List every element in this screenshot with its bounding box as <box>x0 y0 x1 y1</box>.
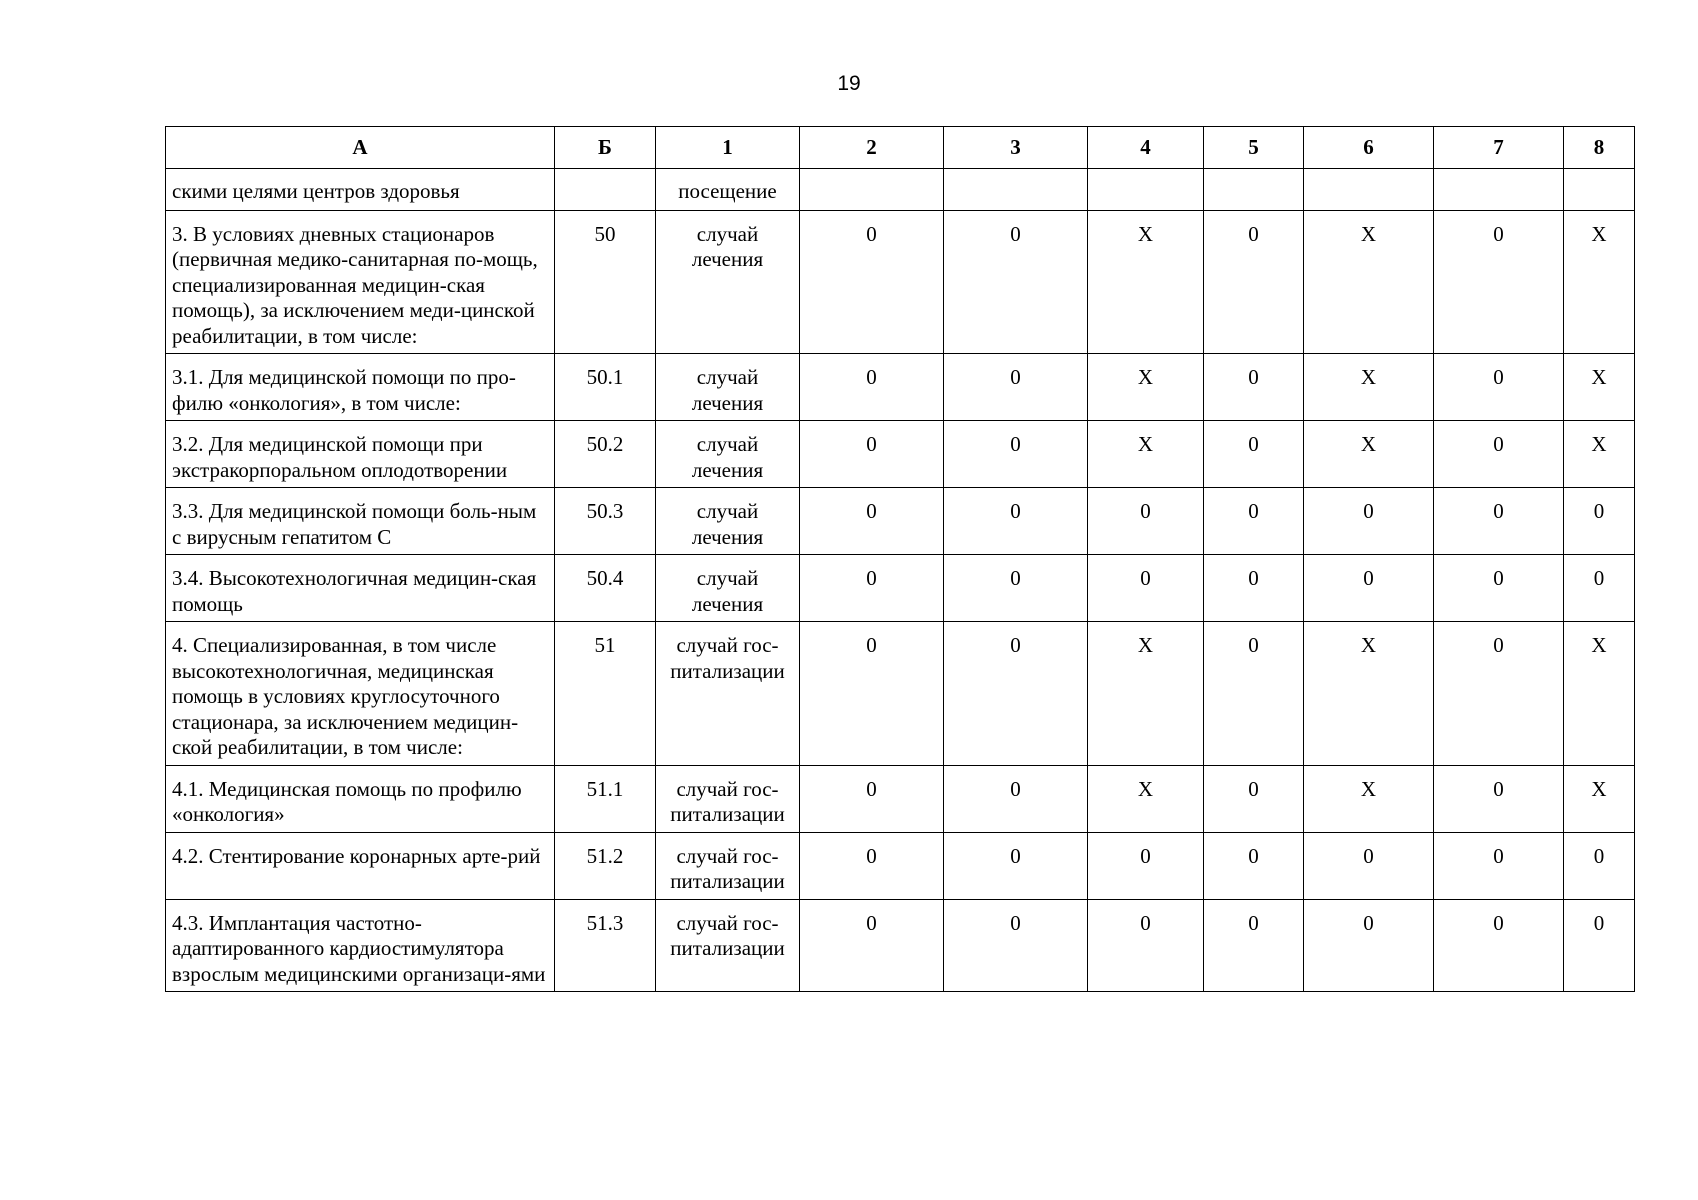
row-code-cell: 51.3 <box>555 899 656 992</box>
row-name-cell: 4. Специализированная, в том числе высокотехнологичная, медицинская помощь в условиях круглосуточного стационара, за исключением медицин-ской реабилитации, в том числе: <box>166 622 555 766</box>
row-name-cell: 3.4. Высокотехнологичная медицин-ская помощь <box>166 555 555 622</box>
row-value-cell-5: 0 <box>1204 899 1304 992</box>
row-value-cell-6: X <box>1304 210 1434 354</box>
row-value-cell-6: X <box>1304 421 1434 488</box>
header-cell-a: А <box>166 127 555 169</box>
header-cell-2: 2 <box>800 127 944 169</box>
row-unit-cell: случай гос-питализации <box>656 765 800 832</box>
row-value-cell-4: 0 <box>1088 488 1204 555</box>
row-value-cell-6: 0 <box>1304 488 1434 555</box>
row-value-cell-3 <box>944 169 1088 211</box>
row-value-cell-2: 0 <box>800 210 944 354</box>
row-name-cell: 3.1. Для медицинской помощи по про-филю «онкология», в том числе: <box>166 354 555 421</box>
row-value-cell-7: 0 <box>1434 421 1564 488</box>
row-unit-cell: случай гос-питализации <box>656 622 800 766</box>
row-code-cell: 51.2 <box>555 832 656 899</box>
row-name-cell: 4.2. Стентирование коронарных арте-рий <box>166 832 555 899</box>
row-value-cell-7: 0 <box>1434 622 1564 766</box>
header-cell-1: 1 <box>656 127 800 169</box>
table-row <box>166 488 1635 555</box>
row-value-cell-3: 0 <box>944 832 1088 899</box>
row-code-cell: 51 <box>555 622 656 766</box>
row-value-cell-7: 0 <box>1434 210 1564 354</box>
row-value-cell-3: 0 <box>944 354 1088 421</box>
row-value-cell-6: 0 <box>1304 832 1434 899</box>
row-value-cell-3: 0 <box>944 488 1088 555</box>
row-code-cell: 50.3 <box>555 488 656 555</box>
row-name-cell: 3. В условиях дневных стационаров (первичная медико-санитарная по-мощь, специализированная медицин-ская помощь), за исключением меди-цинской реабилитации, в том числе: <box>166 210 555 354</box>
row-value-cell-2: 0 <box>800 488 944 555</box>
row-value-cell-6: X <box>1304 765 1434 832</box>
row-value-cell-5 <box>1204 169 1304 211</box>
row-value-cell-7: 0 <box>1434 488 1564 555</box>
row-value-cell-5: 0 <box>1204 622 1304 766</box>
row-code-cell: 50.4 <box>555 555 656 622</box>
row-value-cell-7 <box>1434 169 1564 211</box>
header-cell-4: 4 <box>1088 127 1204 169</box>
row-unit-cell: посещение <box>656 169 800 211</box>
row-value-cell-3: 0 <box>944 765 1088 832</box>
row-code-cell <box>555 169 656 211</box>
row-value-cell-5: 0 <box>1204 488 1304 555</box>
row-name-cell: 3.2. Для медицинской помощи при экстракорпоральном оплодотворении <box>166 421 555 488</box>
table-row <box>166 354 1635 421</box>
row-value-cell-2: 0 <box>800 765 944 832</box>
row-value-cell-8: X <box>1564 765 1635 832</box>
row-unit-cell: случай лечения <box>656 488 800 555</box>
header-row <box>166 127 1635 169</box>
row-name-cell: скими целями центров здоровья <box>166 169 555 211</box>
row-value-cell-2: 0 <box>800 421 944 488</box>
row-value-cell-8 <box>1564 169 1635 211</box>
row-name-cell: 4.3. Имплантация частотно-адаптированного кардиостимулятора взрослым медицинскими организаци-ями <box>166 899 555 992</box>
table-row <box>166 765 1635 832</box>
row-value-cell-6: 0 <box>1304 555 1434 622</box>
row-value-cell-7: 0 <box>1434 555 1564 622</box>
row-value-cell-5: 0 <box>1204 555 1304 622</box>
indicator-table <box>165 126 1635 992</box>
row-code-cell: 51.1 <box>555 765 656 832</box>
row-value-cell-6: 0 <box>1304 899 1434 992</box>
row-value-cell-6 <box>1304 169 1434 211</box>
row-unit-cell: случай лечения <box>656 354 800 421</box>
row-value-cell-4: X <box>1088 622 1204 766</box>
table-row <box>166 421 1635 488</box>
table-row <box>166 210 1635 354</box>
table-row <box>166 169 1635 211</box>
row-value-cell-4: X <box>1088 210 1204 354</box>
row-value-cell-5: 0 <box>1204 421 1304 488</box>
row-value-cell-8: 0 <box>1564 555 1635 622</box>
row-value-cell-3: 0 <box>944 210 1088 354</box>
header-cell-5: 5 <box>1204 127 1304 169</box>
row-value-cell-7: 0 <box>1434 899 1564 992</box>
row-value-cell-5: 0 <box>1204 210 1304 354</box>
table-row <box>166 555 1635 622</box>
row-value-cell-7: 0 <box>1434 354 1564 421</box>
page-number: 19 <box>837 72 861 95</box>
row-value-cell-8: 0 <box>1564 832 1635 899</box>
header-cell-7: 7 <box>1434 127 1564 169</box>
row-unit-cell: случай гос-питализации <box>656 899 800 992</box>
row-value-cell-2 <box>800 169 944 211</box>
header-cell-3: 3 <box>944 127 1088 169</box>
row-code-cell: 50 <box>555 210 656 354</box>
row-unit-cell: случай гос-питализации <box>656 832 800 899</box>
header-cell-b: Б <box>555 127 656 169</box>
row-value-cell-3: 0 <box>944 555 1088 622</box>
header-cell-8: 8 <box>1564 127 1635 169</box>
row-value-cell-7: 0 <box>1434 765 1564 832</box>
row-value-cell-4: X <box>1088 354 1204 421</box>
row-value-cell-5: 0 <box>1204 354 1304 421</box>
row-value-cell-3: 0 <box>944 899 1088 992</box>
row-value-cell-8: X <box>1564 354 1635 421</box>
row-value-cell-5: 0 <box>1204 832 1304 899</box>
row-value-cell-2: 0 <box>800 555 944 622</box>
row-unit-cell: случай лечения <box>656 210 800 354</box>
row-value-cell-8: 0 <box>1564 899 1635 992</box>
row-name-cell: 3.3. Для медицинской помощи боль-ным с вирусным гепатитом С <box>166 488 555 555</box>
row-value-cell-8: 0 <box>1564 488 1635 555</box>
row-name-cell: 4.1. Медицинская помощь по профилю «онкология» <box>166 765 555 832</box>
row-code-cell: 50.1 <box>555 354 656 421</box>
row-value-cell-4: 0 <box>1088 555 1204 622</box>
table-row <box>166 832 1635 899</box>
table-row <box>166 899 1635 992</box>
header-cell-6: 6 <box>1304 127 1434 169</box>
row-value-cell-4 <box>1088 169 1204 211</box>
row-value-cell-5: 0 <box>1204 765 1304 832</box>
row-value-cell-8: X <box>1564 622 1635 766</box>
row-unit-cell: случай лечения <box>656 421 800 488</box>
row-value-cell-2: 0 <box>800 899 944 992</box>
row-value-cell-4: 0 <box>1088 832 1204 899</box>
row-value-cell-3: 0 <box>944 622 1088 766</box>
row-value-cell-8: X <box>1564 421 1635 488</box>
row-code-cell: 50.2 <box>555 421 656 488</box>
row-value-cell-2: 0 <box>800 354 944 421</box>
row-value-cell-2: 0 <box>800 832 944 899</box>
row-value-cell-6: X <box>1304 622 1434 766</box>
row-value-cell-8: X <box>1564 210 1635 354</box>
table-row <box>166 622 1635 766</box>
row-value-cell-7: 0 <box>1434 832 1564 899</box>
row-value-cell-4: X <box>1088 421 1204 488</box>
row-value-cell-3: 0 <box>944 421 1088 488</box>
row-value-cell-4: X <box>1088 765 1204 832</box>
row-value-cell-4: 0 <box>1088 899 1204 992</box>
row-value-cell-2: 0 <box>800 622 944 766</box>
row-unit-cell: случай лечения <box>656 555 800 622</box>
row-value-cell-6: X <box>1304 354 1434 421</box>
